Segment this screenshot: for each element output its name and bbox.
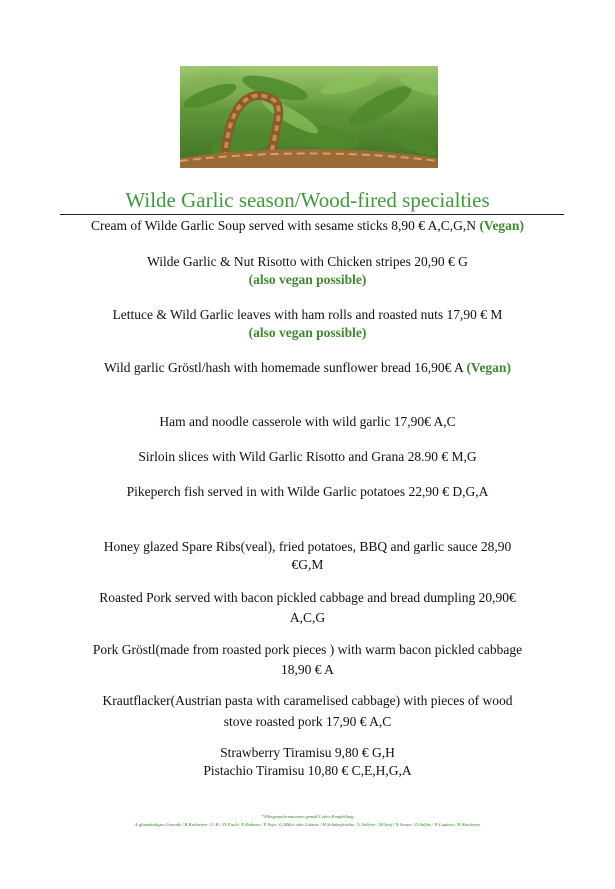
menu-item-soup <box>0 217 615 234</box>
menu-item-roasted-pork-line2 <box>0 609 615 626</box>
menu-item-roasted-pork <box>0 589 615 606</box>
menu-item-pistachio-tiramisu <box>0 762 615 779</box>
item-text: Pistachio Tiramisu 10,80 € C,E,H,G,A <box>203 763 412 778</box>
item-text: Wilde Garlic & Nut Risotto with Chicken stripes 20,90 € G <box>147 254 468 269</box>
item-text: A,C,G <box>289 610 326 625</box>
menu-item-krautflacker-line2 <box>0 713 615 730</box>
item-text: Lettuce & Wild Garlic leaves with ham rolls and roasted nuts 17,90 € M <box>112 307 503 322</box>
menu-item-risotto-tag <box>0 271 615 288</box>
menu-item-pork-grostl-line2 <box>0 661 615 678</box>
menu-item-casserole <box>0 413 615 430</box>
menu-item-strawberry-tiramisu <box>0 744 615 761</box>
menu-item-sirloin <box>0 448 615 465</box>
item-text: Krautflacker(Austrian pasta with caramelised cabbage) with pieces of wood <box>102 693 513 708</box>
item-text: Honey glazed Spare Ribs(veal), fried potatoes, BBQ and garlic sauce 28,90 <box>103 539 512 554</box>
vegan-tag: (Vegan) <box>466 360 511 375</box>
wild-garlic-basket-photo <box>180 66 438 168</box>
item-text: Pork Gröstl(made from roasted pork pieces ) with warm bacon pickled cabbage <box>92 642 523 657</box>
item-text: Strawberry Tiramisu 9,80 € G,H <box>220 745 395 760</box>
title-divider <box>60 214 564 215</box>
item-text: Cream of Wilde Garlic Soup served with sesame sticks 8,90 € A,C,G,N <box>91 218 477 233</box>
menu-item-spare-ribs <box>0 538 615 555</box>
menu-title: Wilde Garlic season/Wood-fired specialties <box>125 188 490 212</box>
allergen-legend: A:glutenhaltiges Getreide / B:Krebstiere / C:Ei / D:Fisch / E:Erdnuss / F:Soja / G:Milch oder Laktose / H:Schalenfrüchte / L:Sellerie / M:Senf / N:Sesam / O:Sulfite / P:Lupinen / R:Weichtiere <box>134 822 481 827</box>
vegan-tag: (Vegan) <box>479 218 524 233</box>
menu-item-lettuce <box>0 306 615 323</box>
menu-item-risotto <box>0 253 615 270</box>
item-text: stove roasted pork 17,90 € A,C <box>223 714 392 729</box>
menu-item-krautflacker <box>0 692 615 709</box>
item-text: Sirloin slices with Wild Garlic Risotto and Grana 28.90 € M,G <box>138 449 477 464</box>
item-text: Ham and noodle casserole with wild garlic 17,90€ A,C <box>159 414 456 429</box>
menu-item-grostl-hash <box>0 359 615 376</box>
item-text: €G,M <box>291 557 324 572</box>
vegan-option-tag: (also vegan possible) <box>248 272 367 287</box>
menu-item-pikeperch <box>0 483 615 500</box>
item-text: Pikeperch fish served in with Wilde Garlic potatoes 22,90 € D,G,A <box>126 484 489 499</box>
menu-item-lettuce-tag <box>0 324 615 341</box>
vegan-option-tag: (also vegan possible) <box>248 325 367 340</box>
menu-item-pork-grostl <box>0 641 615 658</box>
item-text: 18,90 € A <box>281 662 334 677</box>
item-text: Wild garlic Gröstl/hash with homemade sunflower bread 16,90€ A <box>104 360 464 375</box>
allergen-heading: *Allergeninformationen gemäß Codex-Empfehlung <box>261 814 354 819</box>
menu-item-spare-ribs-line2 <box>0 556 615 573</box>
item-text: Roasted Pork served with bacon pickled cabbage and bread dumpling 20,90€ <box>99 590 516 605</box>
